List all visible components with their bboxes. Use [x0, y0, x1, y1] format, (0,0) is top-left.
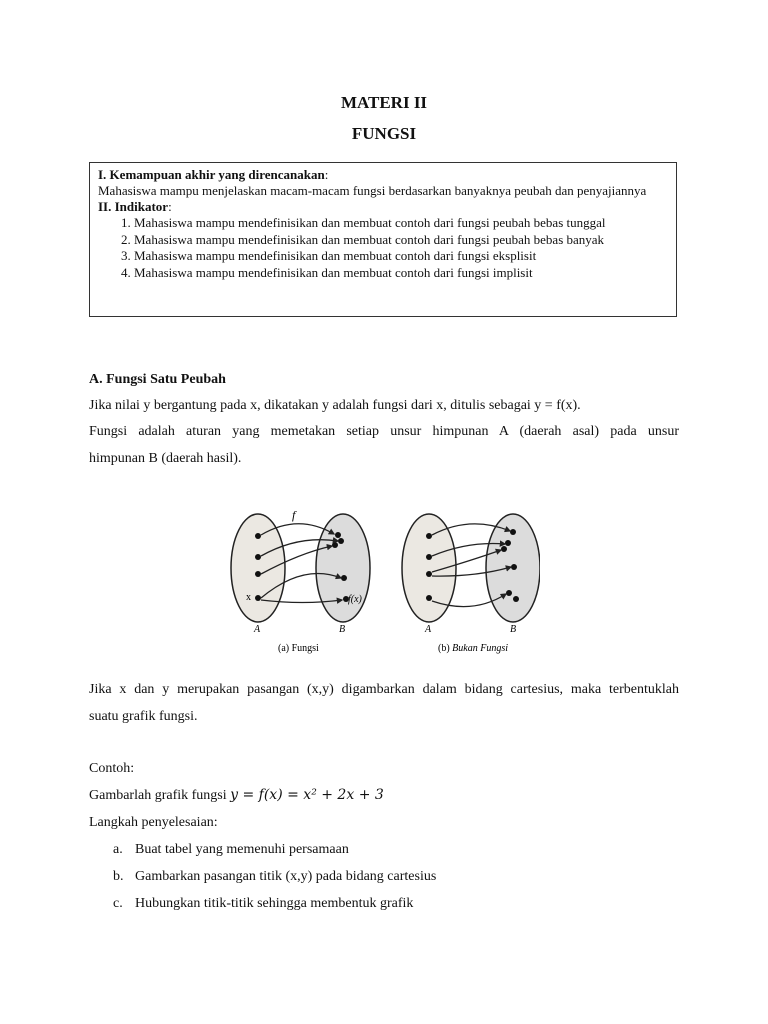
caption-a: (a) Fungsi [278, 643, 319, 654]
section-a-paragraph-2-line-1: Fungsi adalah aturan yang memetakan setiap unsur himpunan A (daerah asal) pada unsur [89, 424, 679, 439]
caption-b [438, 643, 508, 654]
step-marker: a. [113, 842, 123, 857]
example-label: Contoh: [89, 761, 135, 776]
label-b-left: B [339, 624, 346, 635]
label-fx: f(x) [348, 594, 362, 605]
objective-description: Mahasiswa mampu menjelaskan macam-macam fungsi berdasarkan banyaknya peubah dan penyajiannya [98, 183, 647, 198]
step-text: Hubungkan titik-titik sehingga membentuk grafik [135, 896, 414, 911]
section-a-paragraph-2-line-2: himpunan B (daerah hasil). [89, 451, 242, 466]
example-equation: y = f(x) = x² + 2x + 3 [230, 787, 384, 803]
list-item [113, 836, 436, 863]
page-title: MATERI II [340, 93, 428, 112]
section-a-heading: A. Fungsi Satu Peubah [89, 372, 226, 387]
steps-list [113, 836, 436, 917]
objectives-box [89, 162, 677, 317]
label-f: f [292, 508, 296, 522]
indicator-item: 1. Mahasiswa mampu mendefinisikan dan membuat contoh dari fungsi peubah bebas tunggal [134, 215, 668, 232]
function-mapping-figure [228, 505, 540, 661]
indicator-heading-line [98, 199, 668, 215]
step-marker: b. [113, 869, 124, 884]
step-text: Buat tabel yang memenuhi persamaan [135, 842, 349, 857]
indicator-heading: II. Indikator [98, 199, 169, 214]
example-line [89, 782, 679, 809]
objective-heading-colon: : [324, 167, 329, 182]
objective-heading: I. Kemampuan akhir yang direncanakan [98, 167, 325, 182]
page-subtitle: FUNGSI [351, 124, 417, 143]
example-prefix: Gambarlah grafik fungsi [89, 788, 227, 803]
indicator-item: 4. Mahasiswa mampu mendefinisikan dan membuat contoh dari fungsi implisit [134, 265, 668, 282]
indicator-item: 3. Mahasiswa mampu mendefinisikan dan membuat contoh dari fungsi eksplisit [134, 248, 668, 265]
label-a-left: A [254, 624, 261, 635]
label-b-right: B [510, 624, 517, 635]
set-b-ellipse [316, 514, 370, 622]
section-a-paragraph-1: Jika nilai y bergantung pada x, dikatakan y adalah fungsi dari x, ditulis sebagai y = f(x). [89, 398, 581, 413]
list-item [113, 890, 436, 917]
indicator-heading-colon: : [168, 199, 172, 214]
indicator-list [98, 215, 668, 281]
steps-label: Langkah penyelesaian: [89, 815, 218, 830]
label-x: x [246, 592, 251, 603]
caption-b-prefix: (b) [438, 643, 450, 654]
caption-b-text: Bukan Fungsi [452, 643, 508, 654]
step-marker: c. [113, 896, 123, 911]
set-a-ellipse [231, 514, 285, 622]
paragraph-3-line-2: suatu grafik fungsi. [89, 709, 198, 724]
list-item [113, 863, 436, 890]
step-text: Gambarkan pasangan titik (x,y) pada bidang cartesius [135, 869, 437, 884]
indicator-item: 2. Mahasiswa mampu mendefinisikan dan membuat contoh dari fungsi peubah bebas banyak [134, 232, 668, 249]
paragraph-3-line-1: Jika x dan y merupakan pasangan (x,y) digambarkan dalam bidang cartesius, maka terbentuklah [89, 682, 679, 697]
objective-heading-line [98, 167, 668, 183]
label-a-right: A [425, 624, 432, 635]
